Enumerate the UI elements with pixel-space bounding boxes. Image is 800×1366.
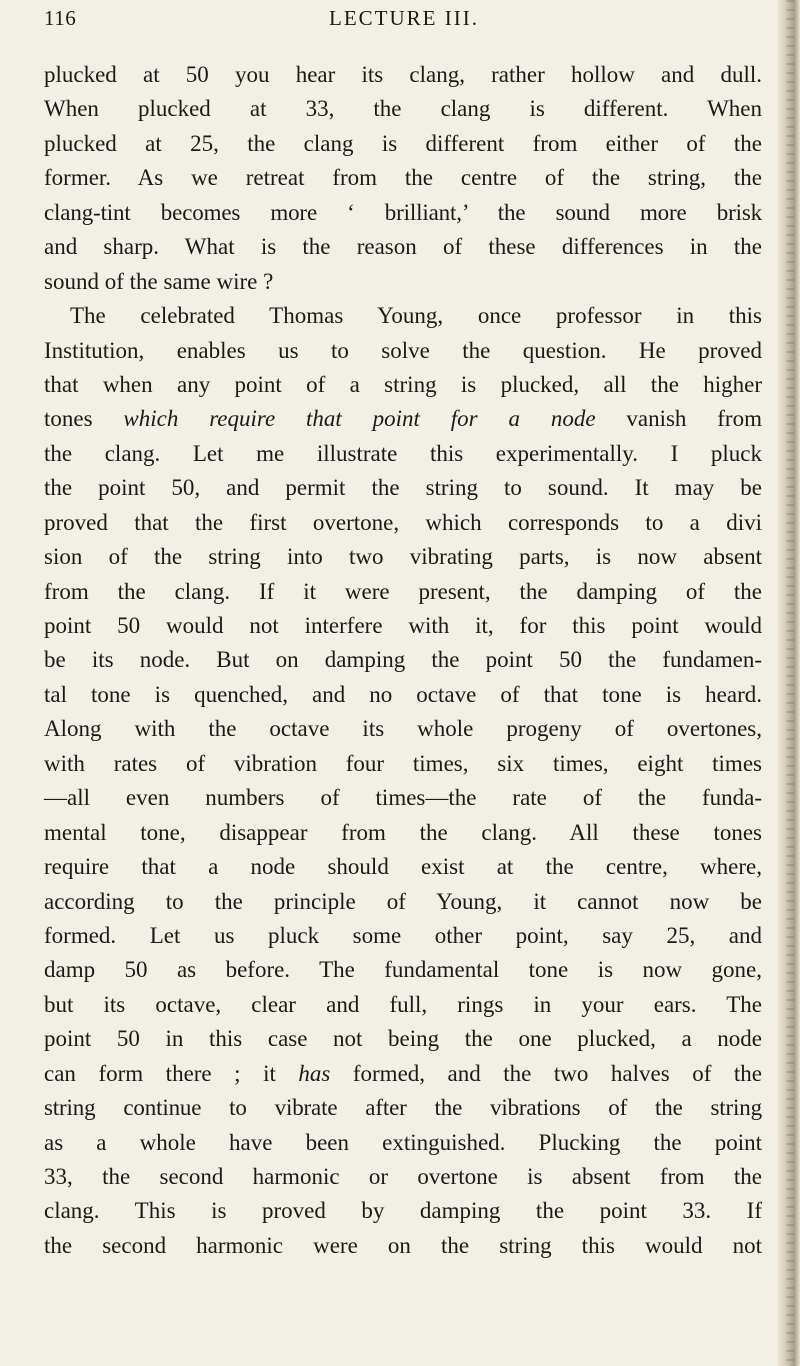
text-line: clang-tint becomes more ‘ brilliant,’ the sound more brisk xyxy=(44,199,762,225)
text-line: as a whole have been extinguished. Plucking the point xyxy=(44,1129,762,1155)
text-line: from the clang. If it were present, the damping of the xyxy=(44,578,762,604)
page-number: 116 xyxy=(44,6,77,30)
text-line: When plucked at 33, the clang is different. When xyxy=(44,96,762,122)
page-edge-texture xyxy=(786,0,794,1366)
text-line: plucked at 25, the clang is different from either of the xyxy=(44,130,762,156)
text-line: the clang. Let me illustrate this experimentally. I pluck xyxy=(44,440,762,466)
text-line: clang. This is proved by damping the point 33. If xyxy=(44,1198,762,1224)
text-line: according to the principle of Young, it cannot now be xyxy=(44,888,762,914)
text-line: —all even numbers of times—the rate of the funda- xyxy=(44,785,762,811)
text-line: that when any point of a string is plucked, all the higher xyxy=(44,371,762,397)
line-text: vanish from xyxy=(595,406,762,432)
text-line: proved that the first overtone, which corresponds to a divi xyxy=(44,509,762,535)
text-line xyxy=(44,1057,762,1091)
text-line: the second harmonic were on the string this would not xyxy=(44,1232,762,1258)
text-line: 33, the second harmonic or overtone is absent from the xyxy=(44,1164,762,1189)
text-line: the point 50, and permit the string to sound. It may be xyxy=(44,475,762,501)
text-line: but its octave, clear and full, rings in your ears. The xyxy=(44,991,762,1017)
italic-phrase: which require that point for a node xyxy=(123,406,596,432)
text-line: plucked at 50 you hear its clang, rather hollow and dull. xyxy=(44,62,762,87)
text-line: damp 50 as before. The fundamental tone is now gone, xyxy=(44,957,762,983)
text-line: with rates of vibration four times, six times, eight times xyxy=(44,750,762,776)
page-header xyxy=(44,6,764,36)
text-line xyxy=(44,402,762,436)
text-line: be its node. But on damping the point 50 the fundamen- xyxy=(44,647,762,673)
text-line: and sharp. What is the reason of these differences in the xyxy=(44,234,762,260)
line-text: tones xyxy=(44,406,124,432)
text-line: require that a node should exist at the centre, where, xyxy=(44,854,762,880)
text-line: Along with the octave its whole progeny of overtones, xyxy=(44,716,762,742)
text-line: former. As we retreat from the centre of the string, the xyxy=(44,165,762,191)
italic-word: has xyxy=(298,1060,331,1086)
line-text: can form there ; it xyxy=(44,1060,299,1086)
text-line: formed. Let us pluck some other point, say 25, and xyxy=(44,922,762,948)
text-line: point 50 would not interfere with it, for this point would xyxy=(44,613,762,638)
text-line: tal tone is quenched, and no octave of that tone is heard. xyxy=(44,681,762,707)
text-line: point 50 in this case not being the one plucked, a node xyxy=(44,1026,762,1052)
text-line: Institution, enables us to solve the question. He proved xyxy=(44,337,762,363)
text-line: sound of the same wire ? xyxy=(44,268,274,294)
line-text: formed, and the two halves of the xyxy=(330,1060,762,1086)
text-line: sion of the string into two vibrating parts, is now absent xyxy=(44,544,762,570)
body-text xyxy=(44,58,762,1263)
text-line: The celebrated Thomas Young, once professor in this xyxy=(70,303,762,329)
running-head: LECTURE III. xyxy=(329,6,479,30)
text-line: mental tone, disappear from the clang. All these tones xyxy=(44,819,762,845)
text-line: string continue to vibrate after the vibrations of the string xyxy=(44,1095,762,1121)
